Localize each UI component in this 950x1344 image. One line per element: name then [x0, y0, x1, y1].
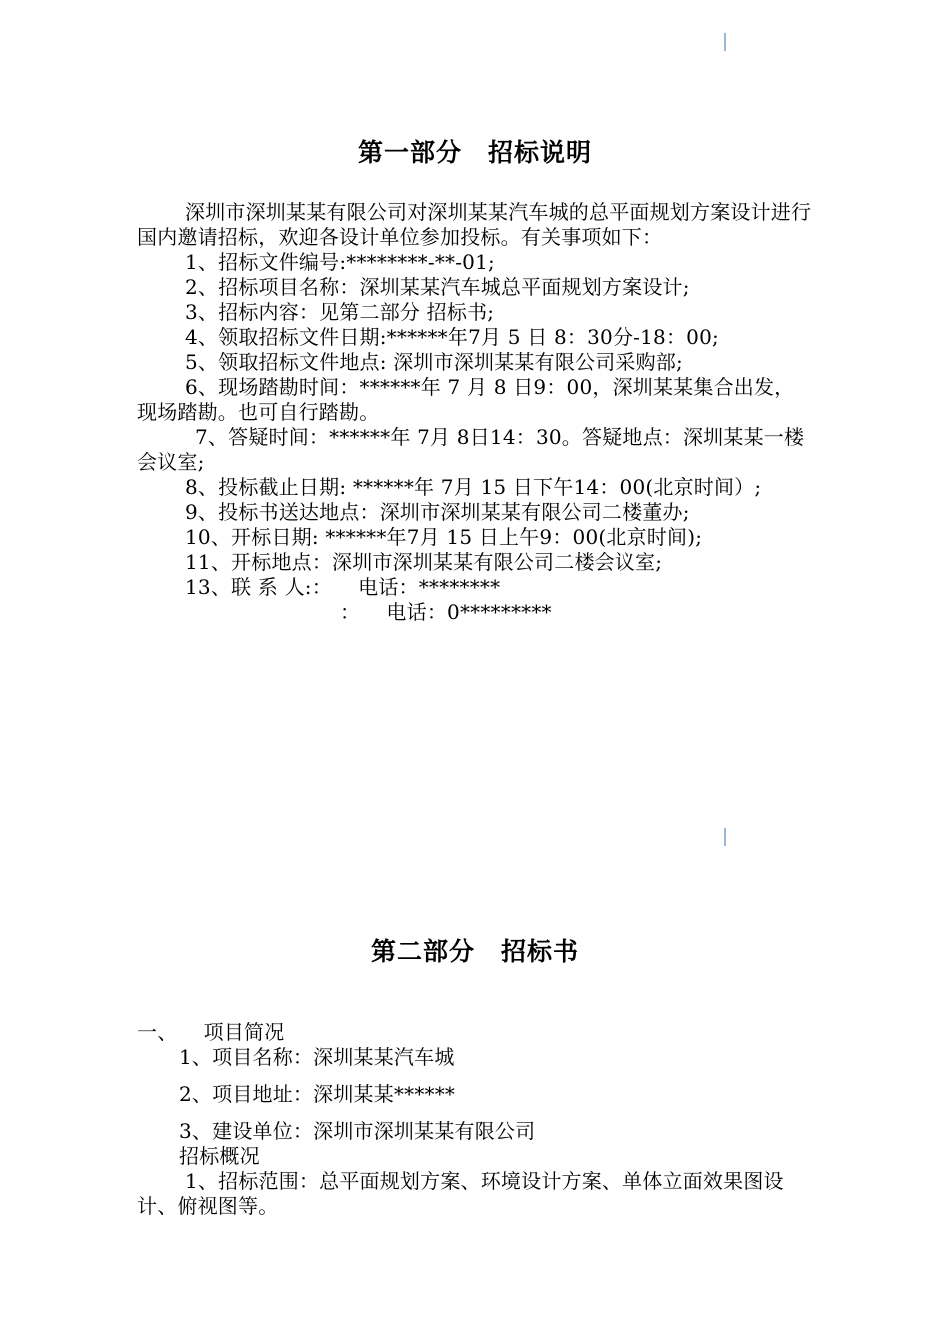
builder: 3、建设单位：深圳市深圳某某有限公司: [179, 1119, 536, 1143]
project-address: 2、项目地址：深圳某某******: [179, 1082, 456, 1106]
item-8: 8、投标截止日期: ******年 7月 15 日下午14：00(北京时间）;: [185, 475, 762, 499]
item-11: 11、开标地点：深圳市深圳某某有限公司二楼会议室;: [185, 550, 663, 574]
item-7: 7、答疑时间：******年 7月 8日14：30。答疑地点：深圳某某一楼会议室;: [137, 425, 805, 474]
item-5: 5、领取招标文件地点: 深圳市深圳某某有限公司采购部;: [185, 350, 683, 374]
contact-line-2: ： 电话：0*********: [340, 600, 552, 624]
part1-body: [137, 200, 812, 625]
part2-body: [137, 1020, 812, 1219]
project-name: 1、项目名称：深圳某某汽车城: [179, 1045, 455, 1069]
section1-heading: 一、 项目简况: [137, 1020, 285, 1044]
contact-line-1: 13、联 系 人:： 电话：********: [185, 575, 501, 599]
item-1: 1、招标文件编号:********-**-01;: [185, 250, 495, 274]
page-marker-top: [724, 33, 726, 51]
page-marker-middle: [724, 828, 726, 846]
item-10: 10、开标日期: ******年7月 15 日上午9：00(北京时间);: [185, 525, 703, 549]
item-3: 3、招标内容：见第二部分 招标书;: [185, 300, 495, 324]
overview-heading: 招标概况: [179, 1144, 260, 1168]
item-6: 6、现场踏勘时间：******年 7 月 8 日9：00，深圳某某集合出发，现场踏勘。也可自行踏勘。: [137, 375, 795, 424]
item-2: 2、招标项目名称：深圳某某汽车城总平面规划方案设计;: [185, 275, 690, 299]
intro-paragraph: 深圳市深圳某某有限公司对深圳某某汽车城的总平面规划方案设计进行国内邀请招标，欢迎各设计单位参加投标。有关事项如下：: [137, 200, 812, 249]
item-4: 4、领取招标文件日期:******年7月 5 日 8：30分-18：00;: [185, 325, 719, 349]
item-9: 9、投标书送达地点：深圳市深圳某某有限公司二楼董办;: [185, 500, 690, 524]
part1-title: 第一部分 招标说明: [357, 138, 592, 167]
scope-paragraph: 1、招标范围：总平面规划方案、环境设计方案、单体立面效果图设计、俯视图等。: [137, 1169, 784, 1218]
part2-title: 第二部分 招标书: [370, 937, 579, 966]
